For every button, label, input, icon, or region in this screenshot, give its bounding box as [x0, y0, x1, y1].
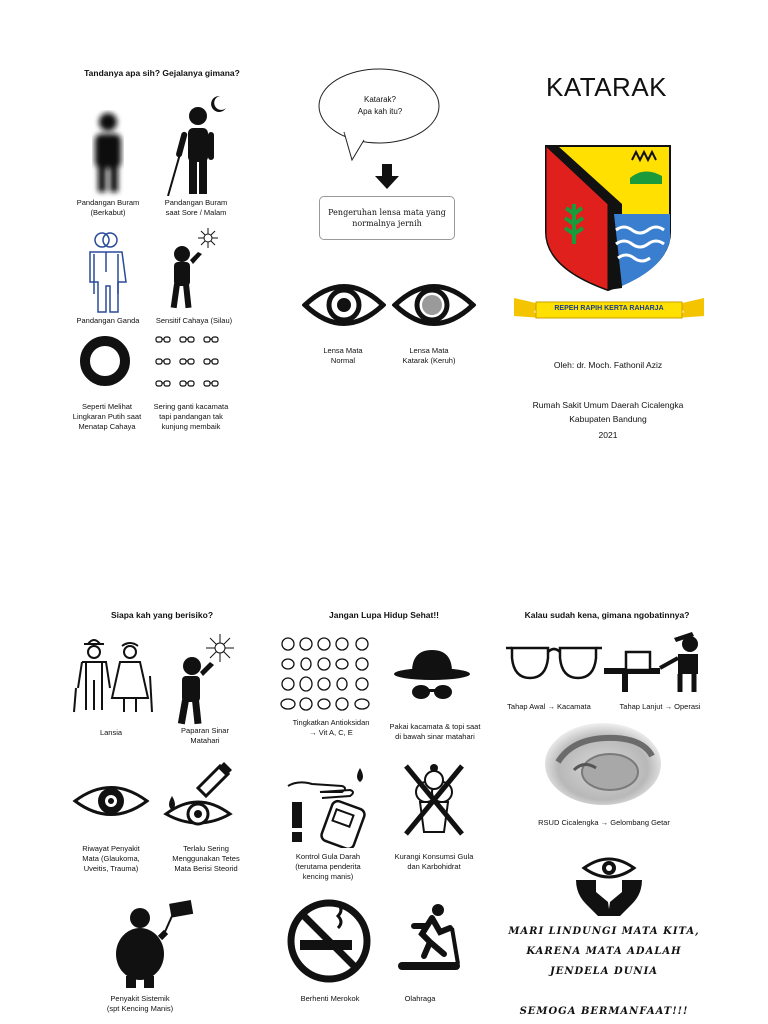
- symptom-label: Seperti Melihat Lingkaran Putih saat Menatap Cahaya: [72, 402, 142, 431]
- eye-label-normal: Lensa Mata Normal: [323, 346, 363, 365]
- no-sugar-icon: [402, 762, 466, 838]
- risk-heading: Siapa kah yang berisiko?: [110, 610, 214, 620]
- healthy-label: Tingkatkan Antioksidan → Vit A, C, E: [292, 718, 370, 737]
- light-halo-icon: [80, 336, 130, 386]
- healthy-label: Kontrol Gula Darah (terutama penderita kencing manis): [295, 852, 361, 881]
- symptom-label: Pandangan Ganda: [76, 316, 140, 325]
- risk-label: Lansia: [99, 728, 123, 737]
- healthy-label: Olahraga: [404, 994, 436, 1003]
- regency-crest-icon: [544, 144, 672, 292]
- year: 2021: [598, 430, 618, 440]
- hat-sunglasses-icon: [392, 648, 472, 706]
- cataract-eye-icon: [392, 276, 476, 334]
- regency-name: Kabupaten Bandung: [569, 414, 647, 424]
- glare-person-icon: [162, 226, 228, 310]
- sun-exposure-icon: [168, 632, 238, 726]
- glasses-collection-icon: [152, 334, 222, 392]
- risk-label: Terlalu Sering Menggunakan Tetes Mata Berisi Steorid: [172, 844, 240, 873]
- risk-label: Paparan Sinar Matahari: [181, 726, 229, 745]
- definition-text: Pengeruhan lensa mata yang normalnya jernih: [328, 208, 446, 228]
- elderly-couple-icon: [70, 636, 156, 714]
- surgery-icon: [604, 630, 706, 694]
- eye-label-cataract: Lensa Mata Katarak (Keruh): [402, 346, 456, 365]
- author: Oleh: dr. Moch. Fathonil Aziz: [553, 360, 663, 370]
- glasses-icon: [506, 638, 602, 688]
- healthy-label: Berhenti Merokok: [300, 994, 360, 1003]
- arrow-down-icon: [374, 164, 400, 190]
- treatment-early: Tahap Awal → Kacamata: [507, 702, 591, 711]
- hospital-name: Rumah Sakit Umum Daerah Cicalengka: [532, 400, 684, 410]
- fruits-vegetables-icon: [278, 634, 378, 714]
- eye-protection-icon: [574, 850, 644, 922]
- treatment-advanced: Tahap Lanjut → Operasi: [619, 702, 701, 711]
- no-smoking-icon: [286, 898, 372, 984]
- phaco-surgery-image: [544, 722, 662, 806]
- healthy-label: Pakai kacamata & topi saat di bawah sinar matahari: [389, 722, 481, 741]
- symptom-label: Sering ganti kacamata tapi pandangan tak kunjung membaik: [153, 402, 229, 431]
- slogan: MARI LINDUNGI MATA KITA, KARENA MATA ADALAH JENDELA DUNIA: [508, 926, 700, 977]
- closing-message: SEMOGA BERMANFAAT!!!: [519, 1006, 689, 1017]
- treadmill-icon: [394, 902, 464, 974]
- night-walker-icon: [164, 92, 228, 196]
- symptom-label: Sensitif Cahaya (Silau): [155, 316, 233, 325]
- page-title: KATARAK: [546, 72, 668, 102]
- definition-box: [319, 196, 455, 240]
- healthy-label: Kurangi Konsumsi Gula dan Karbohidrat: [394, 852, 474, 871]
- risk-label: Riwayat Penyakit Mata (Glaukoma, Uveitis, Trauma): [82, 844, 140, 873]
- glucose-meter-icon: [286, 758, 376, 848]
- double-vision-icon: [82, 230, 130, 314]
- blurry-person-icon: [85, 110, 131, 198]
- normal-eye-icon: [302, 276, 386, 334]
- symptom-label: Pandangan Buram saat Sore / Malam: [164, 198, 228, 217]
- symptoms-heading: Tandanya apa sih? Gejalanya gimana?: [84, 68, 240, 78]
- treatment-heading: Kalau sudah kena, gimana ngobatinnya?: [524, 610, 690, 620]
- eye-drops-icon: [160, 760, 234, 832]
- healthy-heading: Jangan Lupa Hidup Sehat!!: [328, 610, 440, 620]
- bubble-text: Katarak? Apa kah itu?: [357, 95, 403, 116]
- systemic-disease-icon: [110, 898, 196, 990]
- motto-text: REPEH RAPIH KERTA RAHARJA: [554, 305, 664, 312]
- risk-label: Penyakit Sistemik (spt Kencing Manis): [106, 994, 174, 1013]
- eye-disease-icon: [72, 780, 150, 822]
- treatment-rsud: RSUD Cicalengka → Gelombang Getar: [538, 818, 670, 827]
- symptom-label: Pandangan Buram (Berkabut): [76, 198, 140, 217]
